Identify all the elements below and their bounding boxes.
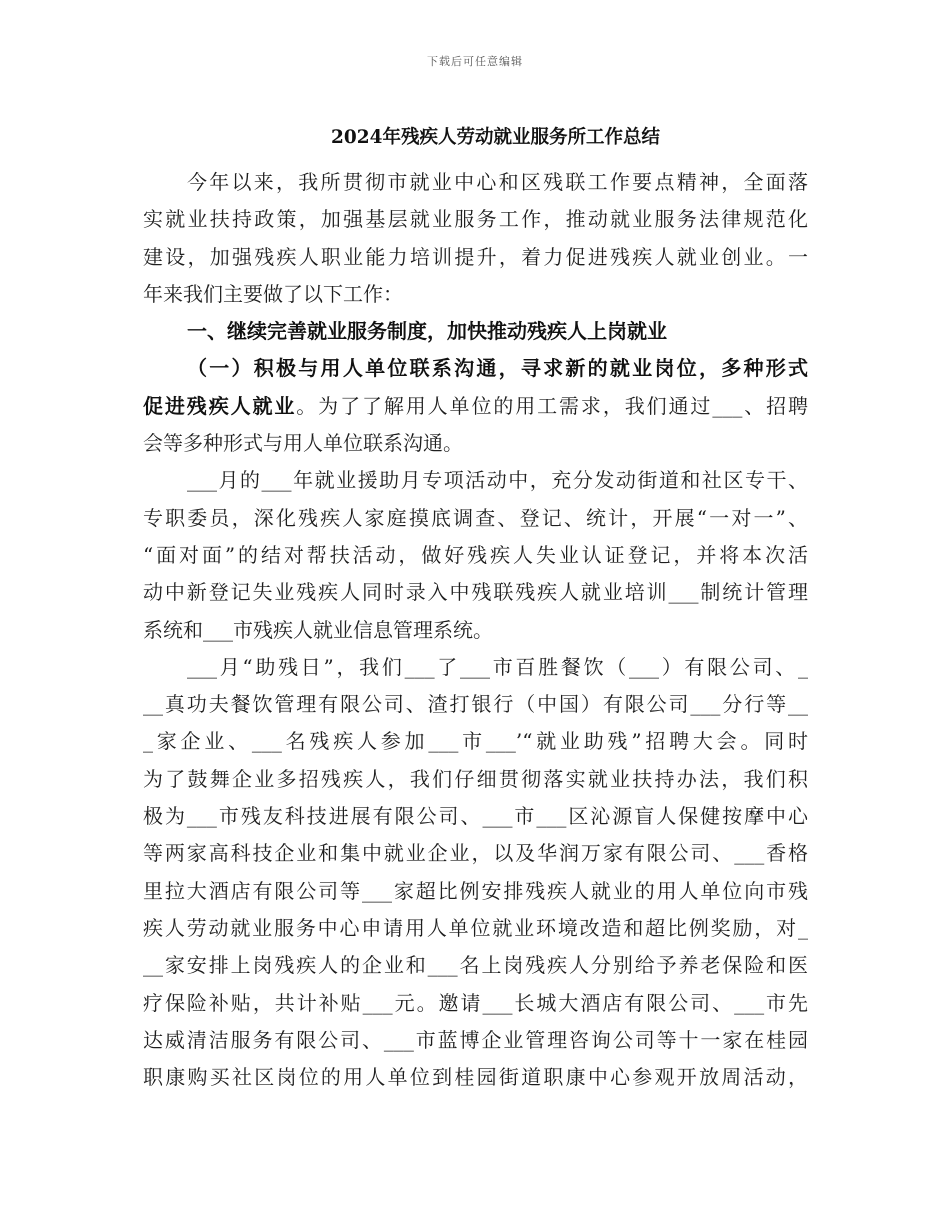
text-run: 为了鼓舞企业多招残疾人，我们仔细贯彻落实就业扶持办法，我们积 (143, 766, 808, 791)
text-line (143, 574, 808, 611)
text-line (143, 276, 808, 313)
text-run: _家企业、___名残疾人参加___市___’“就业助残”招聘大会。同时 (143, 729, 808, 754)
text-run: “面对面”的结对帮扶活动，做好残疾人失业认证登记，并将本次活 (143, 542, 808, 567)
text-line (143, 388, 808, 425)
text-run: 实就业扶持政策，加强基层就业服务工作，推动就业服务法律规范化 (143, 207, 808, 232)
text-line (143, 500, 808, 537)
text-line (143, 723, 808, 760)
paragraph (143, 649, 808, 1097)
text-line (143, 761, 808, 798)
text-line (143, 985, 808, 1022)
text-run: 里拉大酒店有限公司等___家超比例安排残疾人就业的用人单位向市残 (143, 878, 808, 903)
text-line (143, 164, 808, 201)
text-line (143, 1022, 808, 1059)
paragraph (143, 164, 808, 313)
text-line (143, 313, 808, 350)
header-note: 下载后可任意编辑 (427, 55, 523, 68)
text-line (143, 612, 808, 649)
text-line (143, 201, 808, 238)
text-line (143, 835, 808, 872)
text-run: 系统和___市残疾人就业信息管理系统。 (143, 617, 493, 642)
section-heading (143, 313, 808, 350)
text-line (143, 798, 808, 835)
text-line (143, 1059, 808, 1096)
text-run: 建设，加强残疾人职业能力培训提升，着力促进残疾人就业创业。一 (143, 244, 808, 269)
text-line (143, 910, 808, 947)
text-run: 会等多种形式与用人单位联系沟通。 (143, 431, 463, 456)
text-run: __真功夫餐饮管理有限公司、渣打银行（中国）有限公司___分行等__ (143, 692, 808, 717)
text-line (143, 462, 808, 499)
text-line (143, 350, 808, 387)
text-run: 达威清洁服务有限公司、___市蓝博企业管理咨询公司等十一家在桂园 (143, 1027, 808, 1052)
text-line (143, 239, 808, 276)
text-run: 。为了了解用人单位的用工需求，我们通过___、招聘 (296, 393, 809, 418)
document-title: 2024年残疾人劳动就业服务所工作总结 (331, 127, 660, 148)
text-line (143, 686, 808, 723)
text-line (143, 873, 808, 910)
text-run: 年来我们主要做了以下工作： (143, 281, 403, 306)
text-line (143, 425, 808, 462)
bold-text: （一）积极与用人单位联系沟通，寻求新的就业岗位，多种形式 (187, 356, 808, 381)
text-run: 极为___市残友科技进展有限公司、___市___区沁源盲人保健按摩中心 (143, 804, 808, 829)
text-line (143, 947, 808, 984)
paragraph (143, 462, 808, 648)
text-run: 专职委员，深化残疾人家庭摸底调查、登记、统计，开展“一对一”、 (143, 505, 808, 530)
text-run: 今年以来，我所贯彻市就业中心和区残联工作要点精神，全面落 (187, 170, 808, 194)
document-body (143, 164, 808, 1096)
bold-text: 一、继续完善就业服务制度，加快推动残疾人上岗就业 (187, 319, 667, 344)
text-run: ___月的___年就业援助月专项活动中，充分发动街道和社区专干、 (187, 468, 808, 493)
text-line (143, 649, 808, 686)
text-line (143, 537, 808, 574)
text-run: 动中新登记失业残疾人同时录入中残联残疾人就业培训___制统计管理 (143, 580, 808, 605)
text-run: 疾人劳动就业服务中心申请用人单位就业环境改造和超比例奖励，对_ (143, 915, 808, 940)
text-run: ___月“助残日”，我们___了___市百胜餐饮（___）有限公司、_ (187, 654, 808, 679)
text-run: 职康购买社区岗位的用人单位到桂园街道职康中心参观开放周活动， (143, 1065, 808, 1090)
bold-text: 促进残疾人就业 (143, 393, 297, 418)
text-run: 等两家高科技企业和集中就业企业，以及华润万家有限公司、___香格 (143, 841, 808, 866)
text-run: 疗保险补贴，共计补贴___元。邀请___长城大酒店有限公司、___市先 (143, 990, 808, 1015)
paragraph (143, 350, 808, 462)
text-run: __家安排上岗残疾人的企业和___名上岗残疾人分别给予养老保险和医 (143, 953, 808, 978)
